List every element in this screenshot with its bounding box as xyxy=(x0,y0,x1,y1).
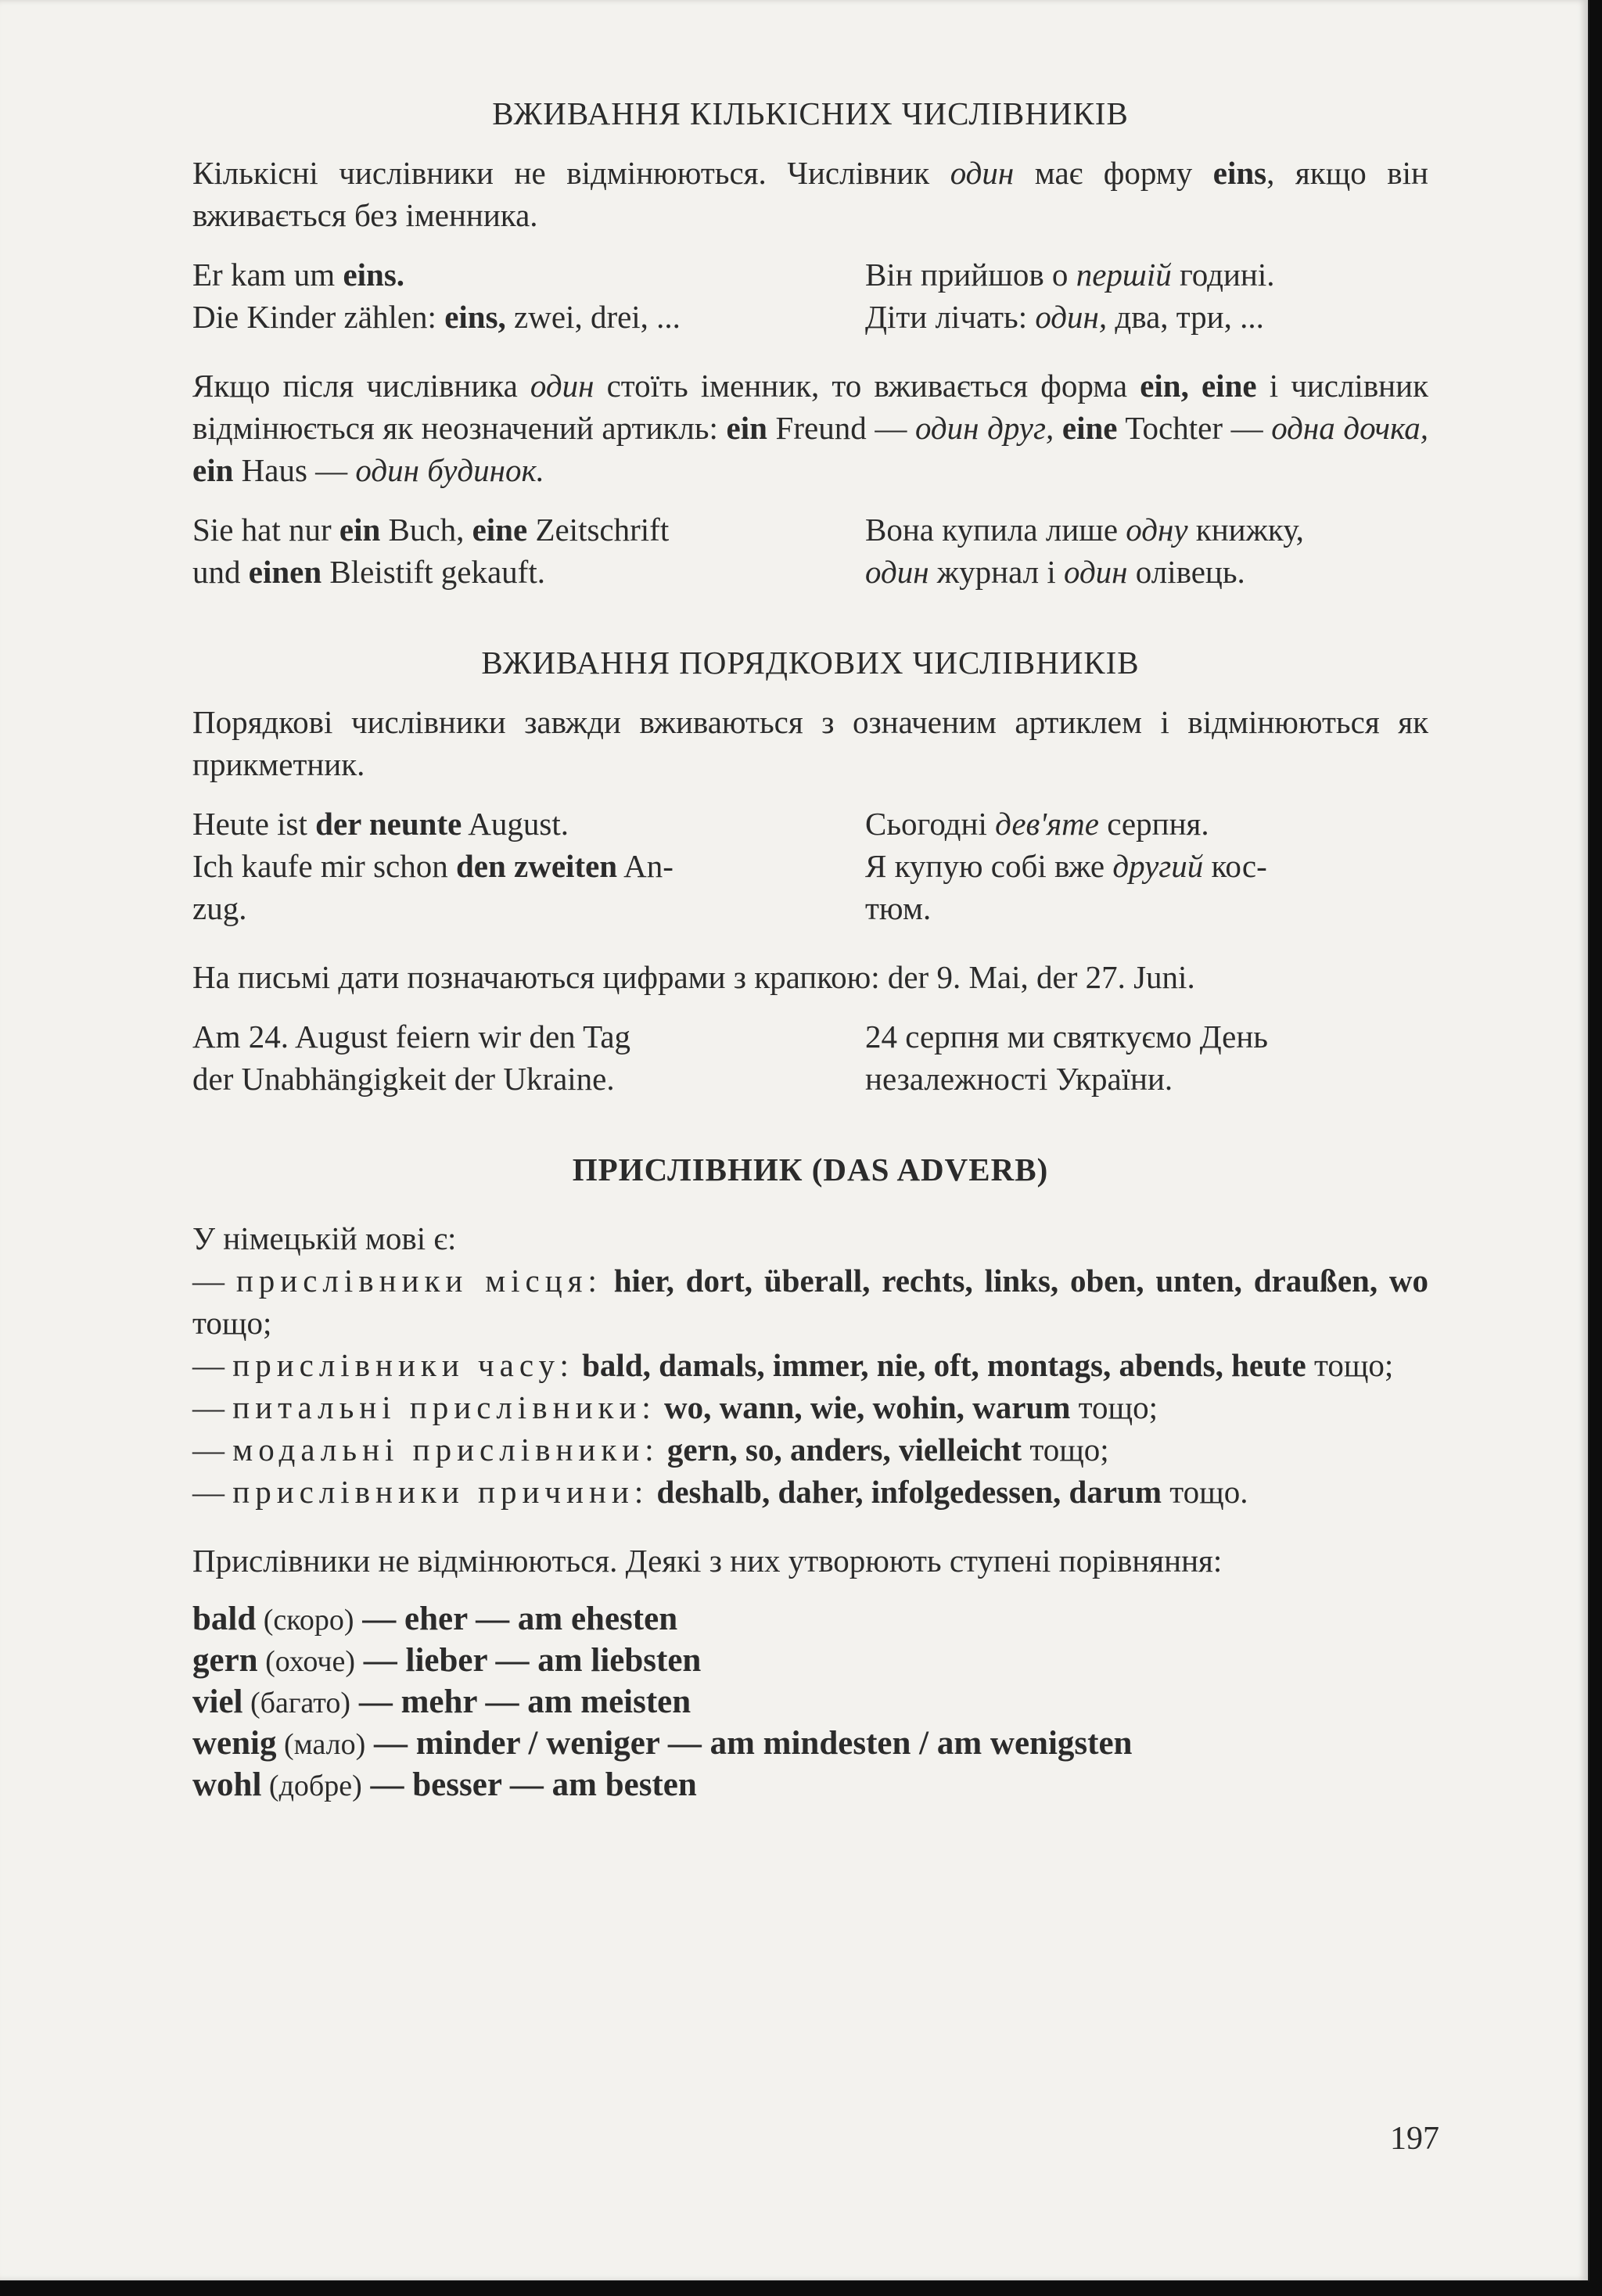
section-title-ordinal: ВЖИВАННЯ ПОРЯДКОВИХ ЧИСЛІВНИКІВ xyxy=(481,645,1140,681)
page-content xyxy=(192,92,1428,1806)
comparison-row: bald (скоро) — eher — am ehesten xyxy=(192,1601,678,1637)
cardinal-rule: Якщо після числівника один стоїть іменник, то вживається форма ein, eine і числівник відмінюється як неозначений артикль: ein Freund — один друг, eine Tochter — одна дочка, ein Haus — один будинок. xyxy=(192,368,1429,488)
book-edge-right xyxy=(1589,0,1602,2296)
example-pair xyxy=(192,253,1428,338)
adverb-type-list xyxy=(192,1259,1428,1513)
adverb-type-item: — прислівники місця: hier, dort, überall, rechts, links, oben, unten, draußen, wo тощо; xyxy=(192,1263,1429,1341)
ukrainian-translation: Сьогодні дев'яте серпня. Я купую собі вже другий кос- тюм. xyxy=(865,806,1267,926)
example-pair xyxy=(192,508,1428,593)
section-title-adverb: ПРИСЛІВНИК (DAS ADVERB) xyxy=(572,1152,1049,1188)
comparison-intro: Прислівники не відмінюються. Деякі з них утворюють ступені порівняння: xyxy=(192,1543,1223,1579)
german-example: Heute ist der neunte August. Ich kaufe mir schon den zweiten An- zug. xyxy=(192,806,673,926)
adverb-type-item: — модальні прислівники: gern, so, anders, vielleicht тощо; xyxy=(192,1432,1109,1468)
adverb-lead: У німецькій мові є: xyxy=(192,1220,457,1256)
german-example: Sie hat nur ein Buch, eine Zeitschrift und einen Bleistift gekauft. xyxy=(192,512,670,590)
comparison-list xyxy=(192,1599,1428,1806)
dates-rule: На письмі дати позначаються цифрами з крапкою: der 9. Mai, der 27. Juni. xyxy=(192,959,1195,995)
ukrainian-translation: Вона купила лише одну книжку, один журнал і один олівець. xyxy=(865,512,1304,590)
example-pair xyxy=(192,1015,1428,1100)
ordinal-intro: Порядкові числівники завжди вживаються з означеним артиклем і відмінюються як прикметник. xyxy=(192,704,1428,782)
comparison-row: wenig (мало) — minder / weniger — am mindesten / am wenigsten xyxy=(192,1725,1133,1762)
adverb-type-item: — питальні прислівники: wo, wann, wie, wohin, warum тощо; xyxy=(192,1389,1158,1425)
german-example: Am 24. August feiern wir den Tag der Unabhängigkeit der Ukraine. xyxy=(192,1019,631,1097)
ukrainian-translation: Він прийшов о першій годині. Діти лічать: один, два, три, ... xyxy=(865,257,1275,335)
section-title-cardinal: ВЖИВАННЯ КІЛЬКІСНИХ ЧИСЛІВНИКІВ xyxy=(492,95,1129,131)
ukrainian-translation: 24 серпня ми святкуємо День незалежності України. xyxy=(865,1019,1269,1097)
cardinal-intro: Кількісні числівники не відмінюються. Числівник один має форму eins, якщо він вживається без іменника. xyxy=(192,155,1429,233)
book-edge-bottom xyxy=(0,2281,1602,2296)
adverb-type-item: — прислівники причини: deshalb, daher, infolgedessen, darum тощо. xyxy=(192,1474,1248,1510)
german-example: Er kam um eins. Die Kinder zählen: eins, zwei, drei, ... xyxy=(192,257,681,335)
comparison-row: viel (багато) — mehr — am meisten xyxy=(192,1683,691,1720)
comparison-row: wohl (добре) — besser — am besten xyxy=(192,1766,697,1803)
comparison-row: gern (охоче) — lieber — am liebsten xyxy=(192,1642,702,1679)
page-number: 197 xyxy=(1390,2121,1439,2157)
adverb-type-item: — прислівники часу: bald, damals, immer, nie, oft, montags, abends, heute тощо; xyxy=(192,1347,1394,1383)
example-pair xyxy=(192,803,1428,929)
